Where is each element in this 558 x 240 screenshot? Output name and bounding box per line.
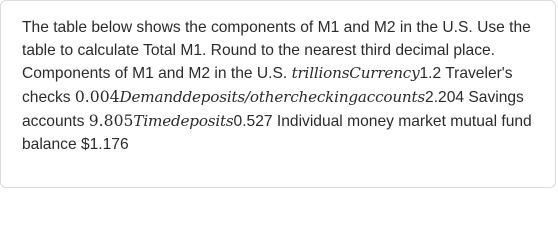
- question-text-run-3: 0.527 Individual money market mutual fund balance $1.176: [22, 112, 532, 153]
- question-text-run-1: 1.2 Traveler's checks: [22, 65, 513, 107]
- math-run-demand-deposits: Demanddeposits/othercheckingaccounts: [119, 88, 426, 107]
- question-text-run-2: 2.204 Savings accounts: [22, 89, 524, 130]
- question-intro: The table below shows the components of M1 and M2 in the U.S. Use the table to calculate Total M1. Round to the nearest third decimal place. Components of M1 and M2 in the U.S.: [22, 19, 531, 83]
- math-run-number-2: 9.805: [88, 111, 134, 130]
- math-run-number-1: 0.004: [74, 88, 120, 107]
- math-run-time-deposits: Timedeposits: [133, 111, 234, 130]
- math-run-units: trillionsCurrency: [291, 64, 420, 83]
- question-text: [22, 17, 550, 156]
